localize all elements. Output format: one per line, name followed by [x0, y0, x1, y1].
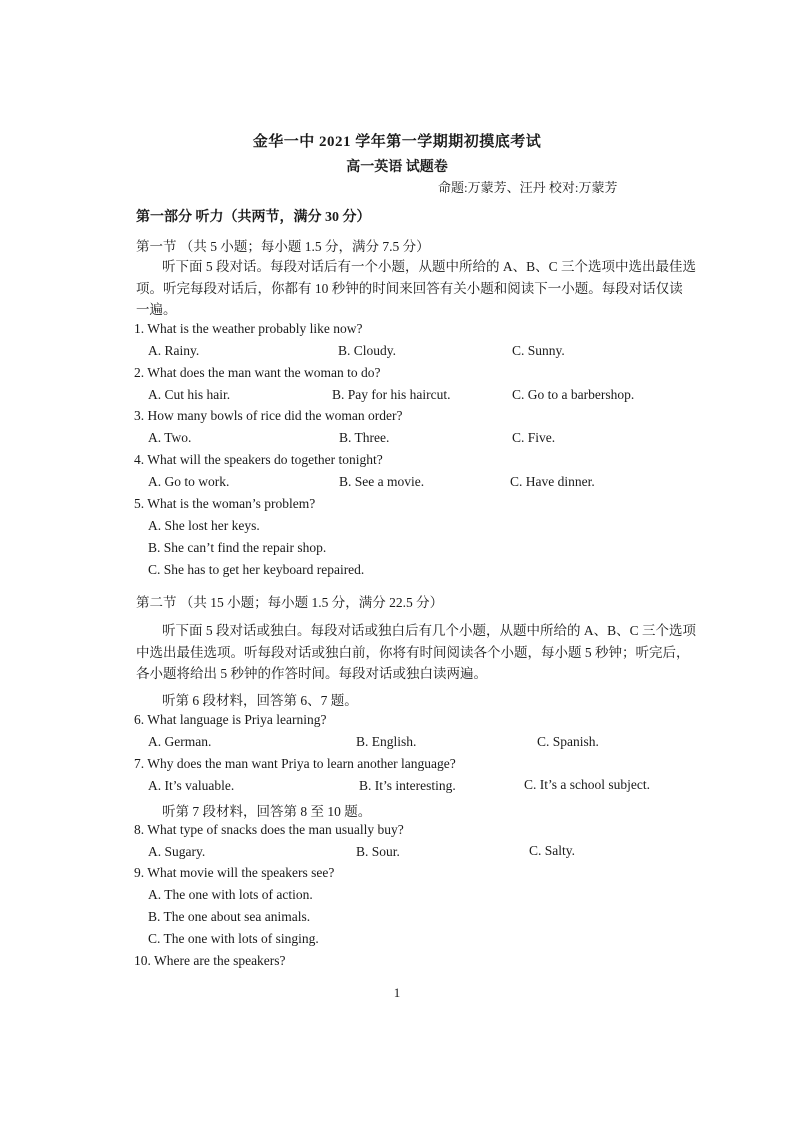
q4-option-a: A. Go to work. [148, 474, 230, 489]
q4-option-b: B. See a movie. [339, 474, 425, 489]
exam-title: 金华一中 2021 学年第一学期期初摸底考试 [252, 134, 542, 150]
q9-option-a: A. The one with lots of action. [148, 887, 313, 902]
question-6: 6. What language is Priya learning? [134, 712, 327, 727]
q8-option-b: B. Sour. [356, 844, 400, 859]
q3-option-b: B. Three. [339, 430, 390, 445]
question-2: 2. What does the man want the woman to do? [134, 365, 381, 380]
q9-option-b: B. The one about sea animals. [148, 909, 311, 924]
q3-option-c: C. Five. [512, 430, 556, 445]
q1-option-b: B. Cloudy. [338, 343, 397, 358]
q3-option-a: A. Two. [148, 430, 192, 445]
q7-option-c: C. It’s a school subject. [524, 777, 650, 792]
q7-option-b: B. It’s interesting. [359, 778, 456, 793]
page-number: 1 [393, 985, 401, 1000]
q6-option-a: A. German. [148, 734, 212, 749]
section1-instructions [136, 256, 696, 321]
q5-option-b: B. She can’t find the repair shop. [148, 540, 327, 555]
material-6-note: 听第 6 段材料，回答第 6、7 题。 [162, 693, 358, 708]
question-3: 3. How many bowls of rice did the woman order? [134, 408, 403, 423]
q7-option-a: A. It’s valuable. [148, 778, 235, 793]
section2-instructions [136, 620, 696, 685]
question-1: 1. What is the weather probably like now? [134, 321, 363, 336]
question-5: 5. What is the woman’s problem? [134, 496, 316, 511]
question-10: 10. Where are the speakers? [134, 953, 286, 968]
exam-authors: 命题:万蒙芳、汪丹 校对:万蒙芳 [438, 180, 618, 195]
question-4: 4. What will the speakers do together tonight? [134, 452, 383, 467]
q1-option-a: A. Rainy. [148, 343, 200, 358]
q5-option-c: C. She has to get her keyboard repaired. [148, 562, 365, 577]
q5-option-a: A. She lost her keys. [148, 518, 260, 533]
question-7: 7. Why does the man want Priya to learn another language? [134, 756, 456, 771]
q2-option-b: B. Pay for his haircut. [332, 387, 451, 402]
q6-option-c: C. Spanish. [537, 734, 599, 749]
q8-option-c: C. Salty. [529, 843, 576, 858]
q2-option-a: A. Cut his hair. [148, 387, 231, 402]
q8-option-a: A. Sugary. [148, 844, 206, 859]
q9-option-c: C. The one with lots of singing. [148, 931, 319, 946]
q2-option-c: C. Go to a barbershop. [512, 387, 635, 402]
section2-instructions-text: 听下面 5 段对话或独白。每段对话或独白后有几个小题，从题中所给的 A、B、C 三个选项中选出最佳选项。听每段对话或独白前，你将有时间阅读各个小题，每小题 5 秒钟；听完后，各小题将给出 5 秒钟的作答时间。每段对话或独白读两遍。 [136, 623, 697, 681]
question-8: 8. What type of snacks does the man usually buy? [134, 822, 404, 837]
section2-heading: 第二节 （共 15 小题；每小题 1.5 分，满分 22.5 分） [136, 595, 444, 610]
question-9: 9. What movie will the speakers see? [134, 865, 335, 880]
exam-subtitle: 高一英语 试题卷 [346, 160, 448, 175]
section1-heading: 第一节 （共 5 小题；每小题 1.5 分，满分 7.5 分） [136, 239, 430, 254]
q6-option-b: B. English. [356, 734, 417, 749]
q4-option-c: C. Have dinner. [510, 474, 595, 489]
section1-instructions-text: 听下面 5 段对话。每段对话后有一个小题，从题中所给的 A、B、C 三个选项中选出最佳选项。听完每段对话后，你都有 10 秒钟的时间来回答有关小题和阅读下一小题。每段对话仅读一遍。 [136, 259, 697, 317]
q1-option-c: C. Sunny. [512, 343, 565, 358]
material-7-note: 听第 7 段材料，回答第 8 至 10 题。 [162, 804, 372, 819]
part1-heading: 第一部分 听力（共两节，满分 30 分） [136, 210, 371, 225]
